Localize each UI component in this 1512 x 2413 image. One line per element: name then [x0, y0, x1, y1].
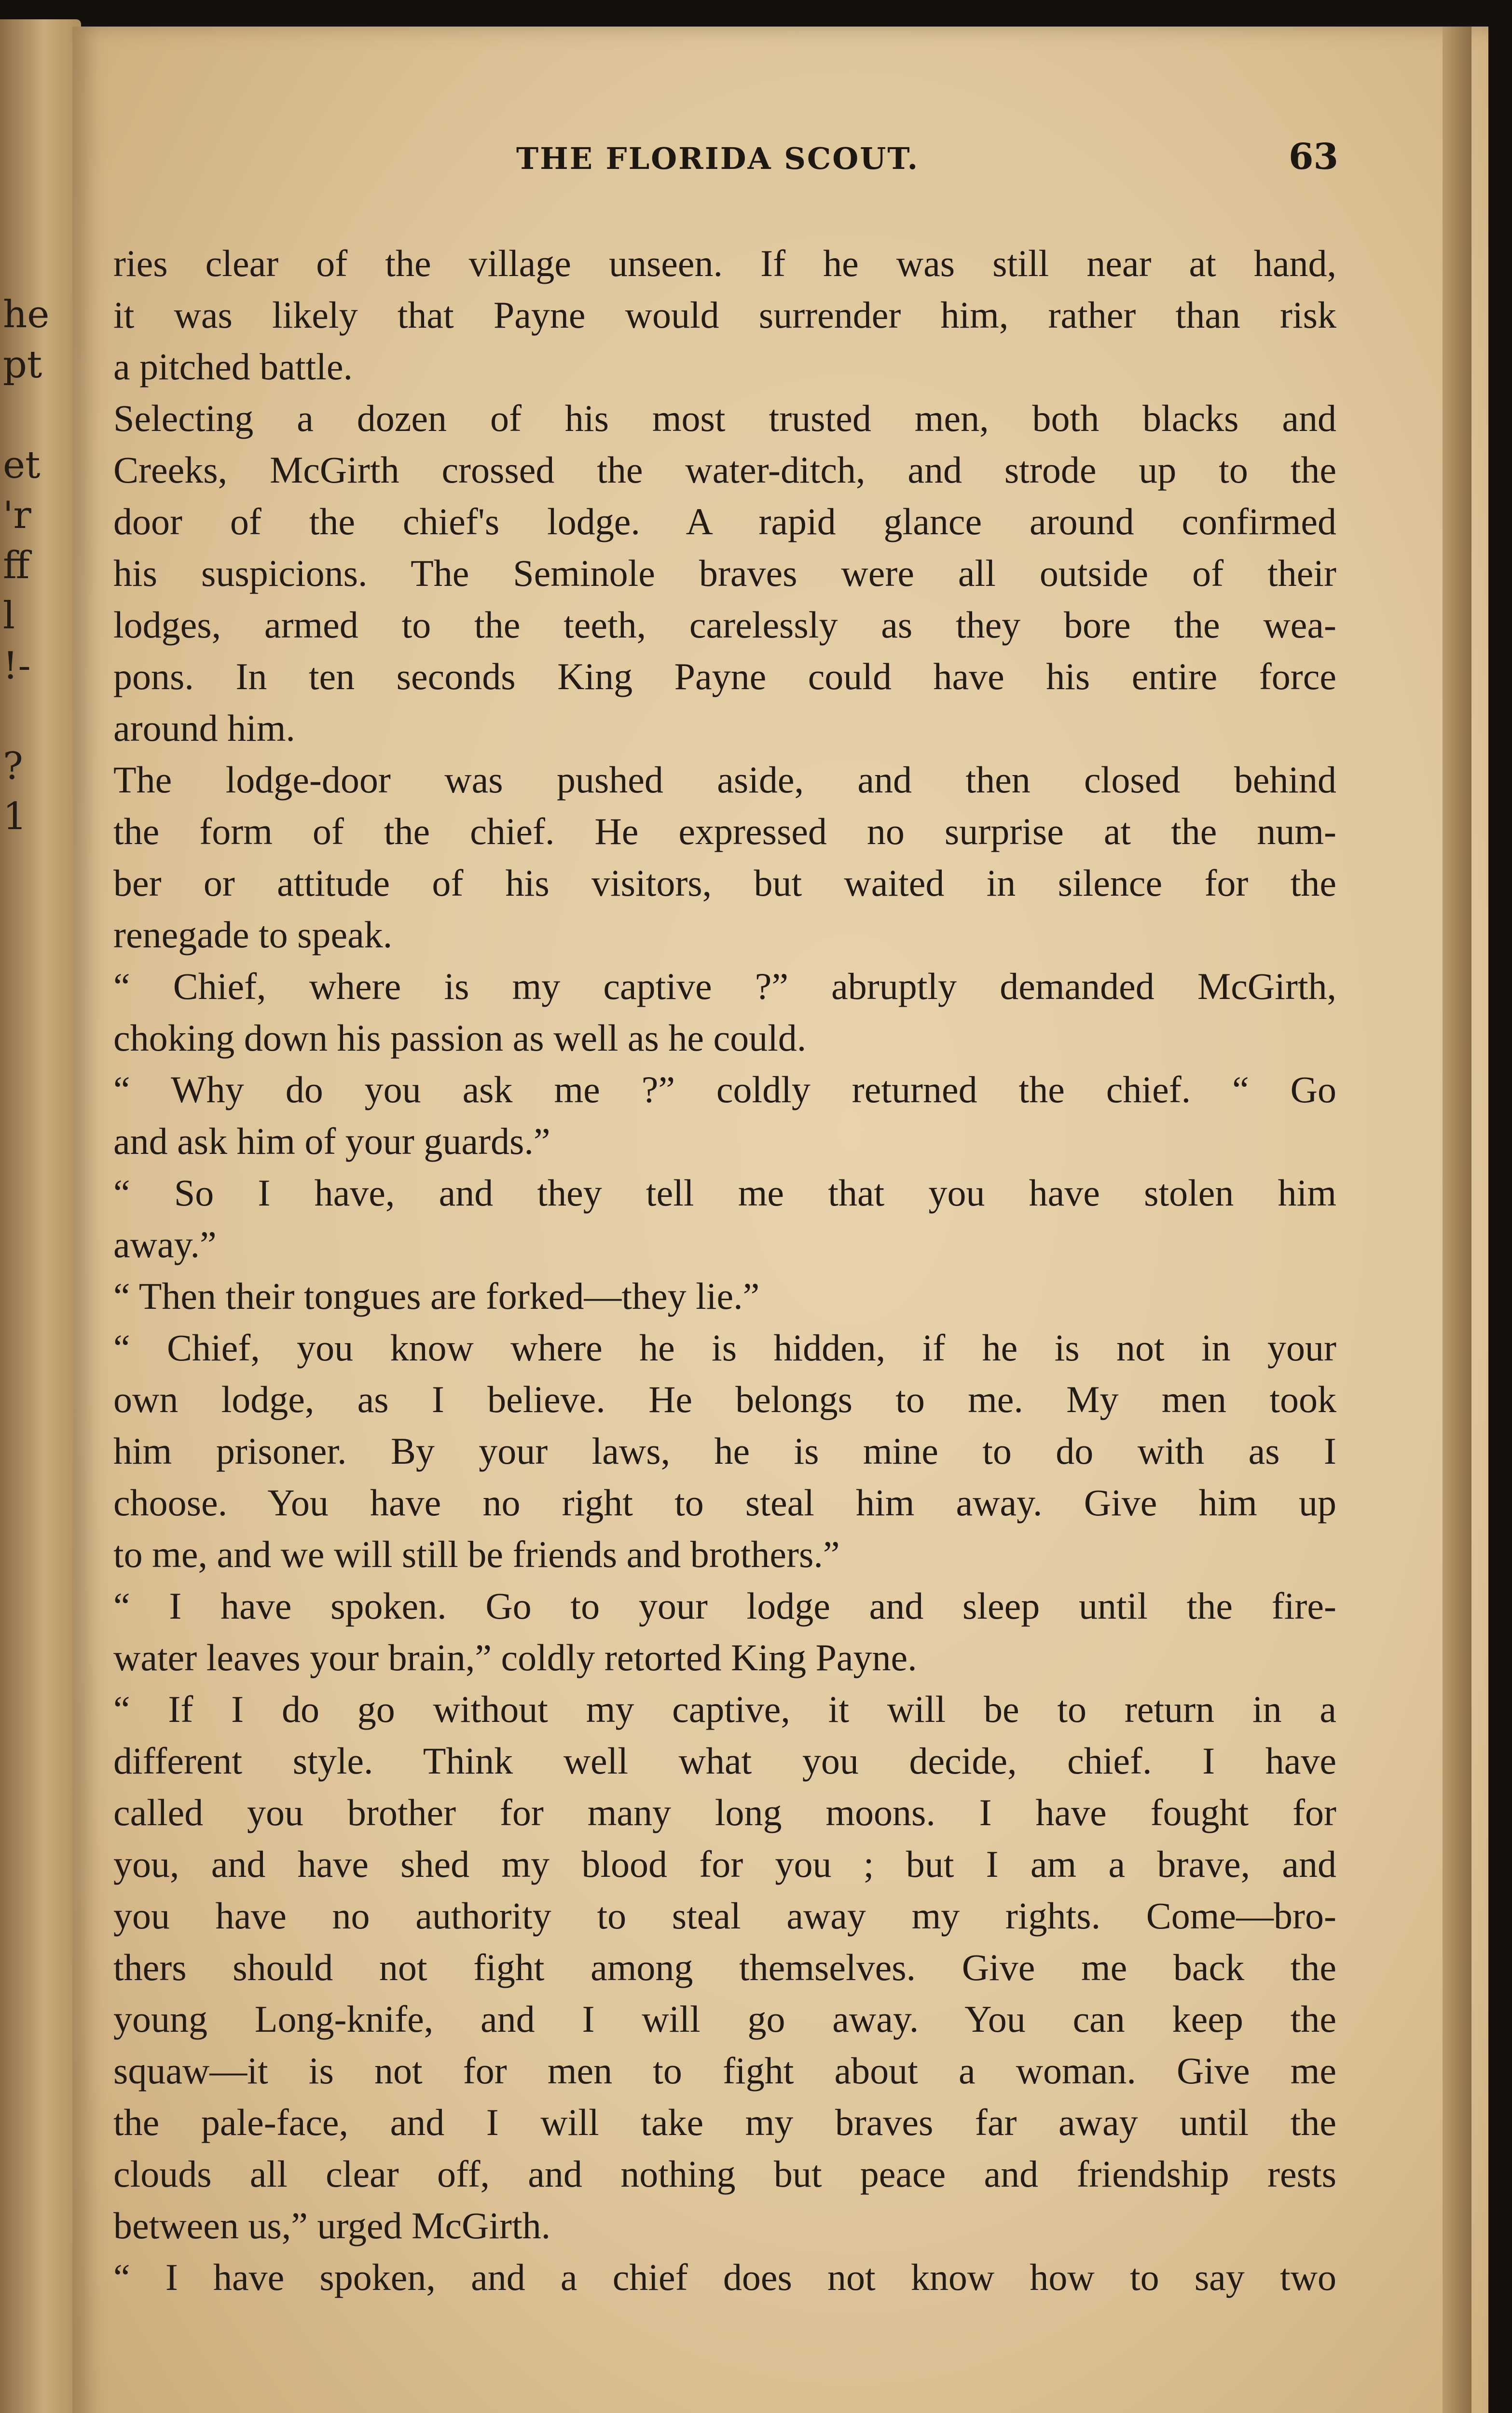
text-line: pons. In ten seconds King Payne could have his entire force [113, 655, 1336, 697]
text-line: ries clear of the village unseen. If he was still near at hand, [113, 242, 1336, 284]
text-line: choking down his passion as well as he could. [113, 1017, 807, 1059]
text-line: own lodge, as I believe. He belongs to me. My men took [113, 1378, 1336, 1420]
text-line: different style. Think well what you decide, chief. I have [113, 1740, 1336, 1782]
text-line: a pitched battle. [113, 346, 353, 388]
text-line: ber or attitude of his visitors, but waited in silence for the [113, 862, 1336, 904]
text-line: it was likely that Payne would surrender him, rather than risk [113, 294, 1336, 336]
text-line: and ask him of your guards.” [113, 1120, 550, 1162]
text-line: door of the chief's lodge. A rapid glance around confirmed [113, 500, 1336, 542]
text-line: clouds all clear off, and nothing but peace and friendship rests [113, 2153, 1336, 2195]
text-line: “ I have spoken. Go to your lodge and sleep until the fire- [113, 1585, 1336, 1627]
text-line: “ Chief, where is my captive ?” abruptly demanded McGirth, [113, 965, 1336, 1007]
text-line: to me, and we will still be friends and brothers.” [113, 1533, 840, 1575]
body-text [113, 237, 1336, 2303]
text-line: “ So I have, and they tell me that you have stolen him [113, 1172, 1336, 1214]
text-line: the form of the chief. He expressed no surprise at the num- [113, 810, 1336, 852]
text-line: squaw—it is not for men to fight about a woman. Give me [113, 2050, 1336, 2092]
text-line: thers should not fight among themselves. Give me back the [113, 1946, 1336, 1988]
text-line: away.” [113, 1223, 217, 1265]
text-line: him prisoner. By your laws, he is mine to do with as I [113, 1430, 1336, 1472]
previous-page-text-fragments: he pt et 'r ff l !- ? 1 [3, 293, 50, 838]
text-line: “ Then their tongues are forked—they lie.” [113, 1275, 760, 1317]
text-line: water leaves your brain,” coldly retorted King Payne. [113, 1636, 917, 1678]
text-line: “ Chief, you know where he is hidden, if he is not in your [113, 1327, 1336, 1369]
text-line: renegade to speak. [113, 914, 393, 956]
text-line: Selecting a dozen of his most trusted men, both blacks and [113, 397, 1336, 439]
text-line: The lodge-door was pushed aside, and then closed behind [113, 759, 1336, 801]
text-line: you, and have shed my blood for you ; but I am a brave, and [113, 1843, 1336, 1885]
text-line: around him. [113, 707, 295, 749]
text-line: young Long-knife, and I will go away. You can keep the [113, 1998, 1336, 2040]
text-line: his suspicions. The Seminole braves were all outside of their [113, 552, 1336, 594]
text-line: the pale-face, and I will take my braves far away until the [113, 2101, 1336, 2143]
text-line: “ I have spoken, and a chief does not know how to say two [113, 2256, 1336, 2298]
text-line: “ Why do you ask me ?” coldly returned the chief. “ Go [113, 1068, 1336, 1110]
text-line: Creeks, McGirth crossed the water-ditch, and strode up to the [113, 449, 1336, 491]
page-edge [1443, 27, 1471, 2413]
text-line: choose. You have no right to steal him away. Give him up [113, 1482, 1336, 1524]
text-line: between us,” urged McGirth. [113, 2205, 551, 2247]
text-line: “ If I do go without my captive, it will be to return in a [113, 1688, 1336, 1730]
previous-page-edge [0, 19, 81, 2413]
running-head: THE FLORIDA SCOUT. [516, 141, 920, 176]
text-line: called you brother for many long moons. I have fought for [113, 1791, 1336, 1833]
page-number: 63 [1289, 136, 1338, 178]
text-line: lodges, armed to the teeth, carelessly as they bore the wea- [113, 604, 1336, 646]
text-line: you have no authority to steal away my rights. Come—bro- [113, 1895, 1336, 1937]
